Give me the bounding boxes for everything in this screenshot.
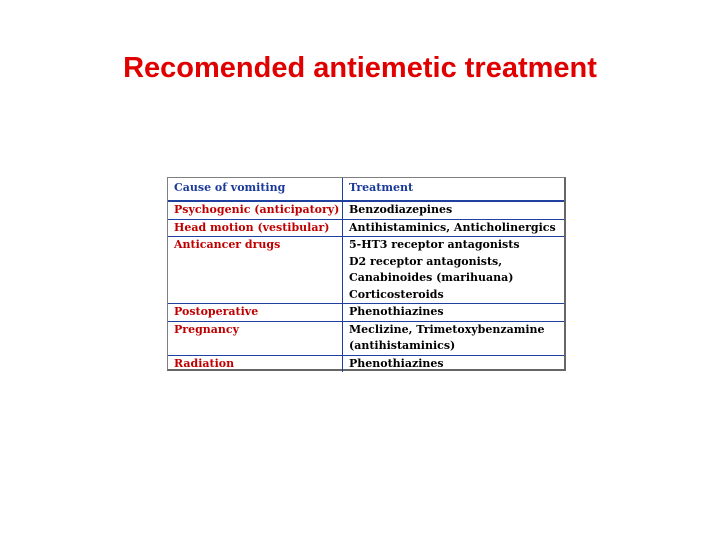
treatment-line: Phenothiazines <box>349 305 444 318</box>
treatment-line: Meclizine, Trimetoxybenzamine <box>349 322 545 336</box>
treatment-line: Antihistaminics, Anticholinergics <box>349 220 556 234</box>
treatment-cell <box>343 201 565 219</box>
treatment-line: Corticosteroids <box>349 287 444 301</box>
antiemetic-table <box>167 177 566 371</box>
treatment-cell <box>343 321 565 355</box>
table-row <box>168 219 564 237</box>
treatment-cell <box>343 219 565 237</box>
cause-cell: Pregnancy <box>168 321 343 355</box>
treatment-line-text: 5-HT3 receptor antagonists <box>349 238 520 251</box>
cause-cell: Psychogenic (anticipatory) <box>168 201 343 219</box>
cause-cell: Anticancer drugs <box>168 237 343 304</box>
treatment-line <box>349 237 564 254</box>
table-row <box>168 304 564 322</box>
cause-cell: Head motion (vestibular) <box>168 219 343 237</box>
table-header-row <box>168 178 564 201</box>
treatment-line: Benzodiazepines <box>349 203 453 216</box>
treatment-cell <box>343 304 565 322</box>
table-row <box>168 321 564 355</box>
treatment-line: Phenothiazines <box>349 356 444 370</box>
treatment-cell <box>343 355 565 372</box>
table-row <box>168 201 564 219</box>
treatment-cell <box>343 237 565 304</box>
treatment-line: (antihistaminics) <box>349 339 456 352</box>
header-treatment: Treatment <box>349 181 414 194</box>
cause-cell: Postoperative <box>168 304 343 322</box>
treatment-line: Canabinoides (marihuana) <box>349 271 514 284</box>
header-cause: Cause of vomiting <box>168 178 343 201</box>
slide-title: Recomended antiemetic treatment <box>123 52 597 84</box>
table-row <box>168 355 564 372</box>
table-row <box>168 237 564 304</box>
treatment-line: D2 receptor antagonists, <box>349 254 503 268</box>
cause-cell: Radiation <box>168 355 343 372</box>
